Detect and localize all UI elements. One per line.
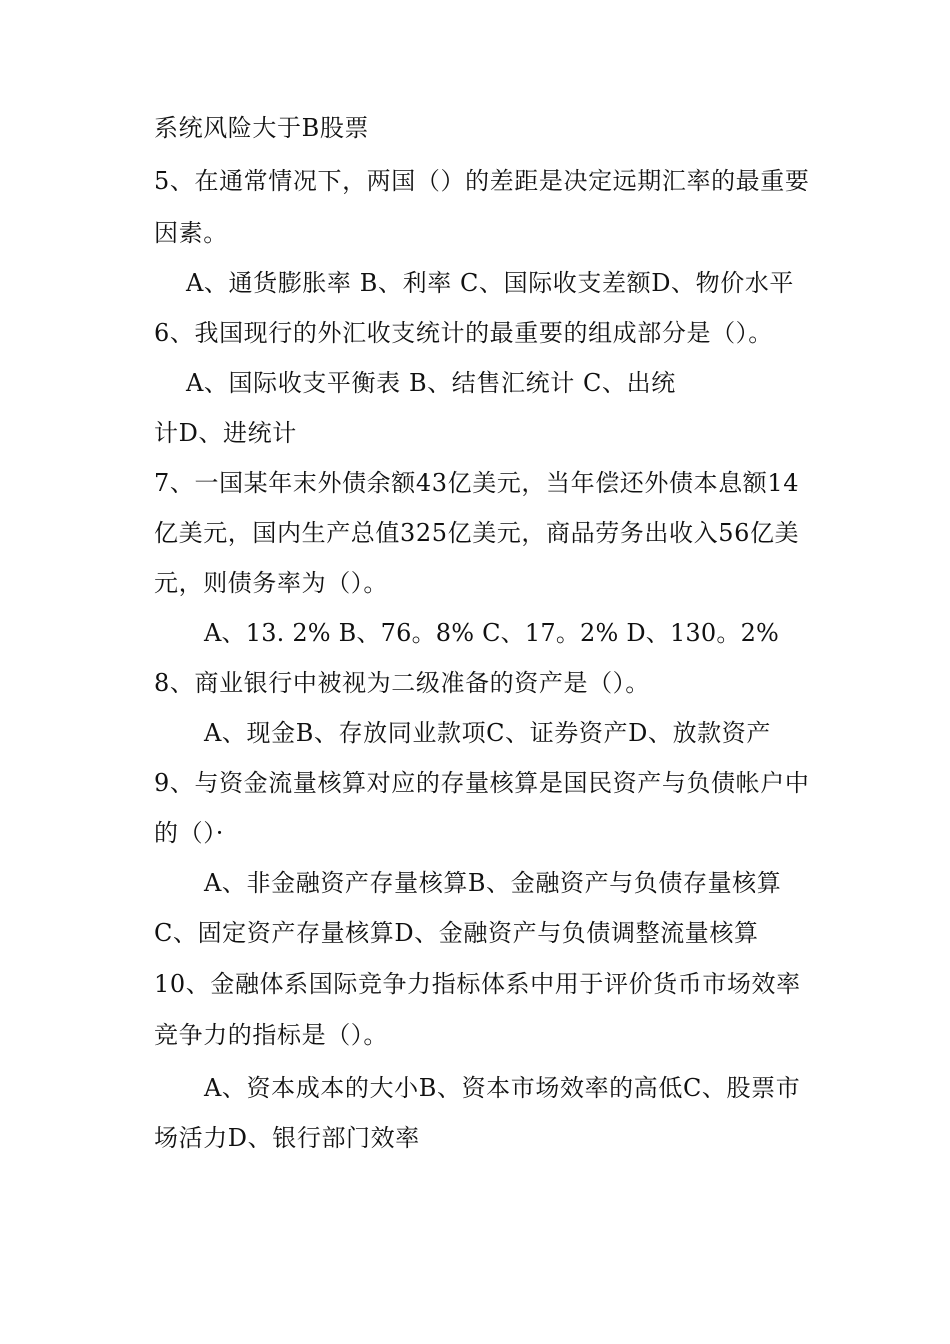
question-5-options: A、通货膨胀率 B、利率 C、国际收支差额D、物价水平	[186, 269, 795, 297]
question-9-options-line-1: A、非金融资产存量核算B、金融资产与负债存量核算	[204, 869, 782, 897]
text-line-continuation: 系统风险大于B股票	[154, 114, 370, 142]
question-8-line-1: 8、商业银行中被视为二级准备的资产是（）。	[154, 669, 650, 697]
question-5-line-2: 因素。	[154, 219, 228, 247]
question-10-line-1: 10、金融体系国际竞争力指标体系中用于评价货币市场效率	[154, 970, 801, 998]
question-7-line-2: 亿美元，国内生产总值325亿美元，商品劳务出收入56亿美	[154, 519, 800, 547]
question-8-options: A、现金B、存放同业款项C、证券资产D、放款资产	[204, 719, 771, 747]
question-10-options-line-2: 场活力D、银行部门效率	[154, 1124, 420, 1152]
question-7-options: A、13. 2% B、76。8% C、17。2% D、130。2%	[204, 619, 780, 647]
question-6-line-1: 6、我国现行的外汇收支统计的最重要的组成部分是（）。	[154, 319, 773, 347]
question-10-options-line-1: A、资本成本的大小B、资本市场效率的高低C、股票市	[204, 1074, 801, 1102]
question-6-options-line-1: A、国际收支平衡表 B、结售汇统计 C、出统	[186, 369, 676, 397]
question-10-line-2: 竞争力的指标是（）。	[154, 1021, 388, 1049]
question-9-line-1: 9、与资金流量核算对应的存量核算是国民资产与负债帐户中	[154, 769, 810, 797]
question-6-options-line-2: 计D、进统计	[154, 419, 297, 447]
question-9-line-2: 的（）·	[154, 819, 225, 847]
question-7-line-3: 元，则债务率为（）。	[154, 569, 388, 597]
question-7-line-1: 7、一国某年末外债余额43亿美元，当年偿还外债本息额14	[154, 469, 800, 497]
question-9-options-line-2: C、固定资产存量核算D、金融资产与负债调整流量核算	[154, 919, 759, 947]
question-5-line-1: 5、在通常情况下，两国（）的差距是决定远期汇率的最重要	[154, 167, 810, 195]
